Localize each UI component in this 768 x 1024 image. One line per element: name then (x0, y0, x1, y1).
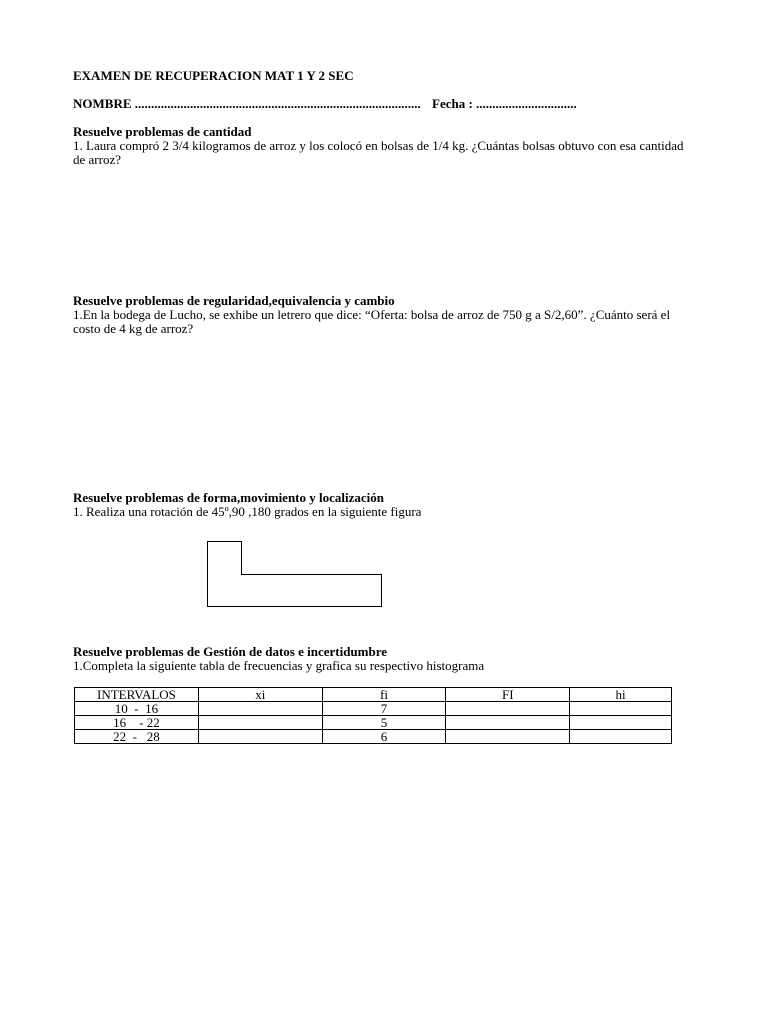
table-row (75, 730, 672, 744)
section-heading: Resuelve problemas de forma,movimiento y localización (73, 490, 384, 505)
nombre-field: NOMBRE ........................................................................................ (73, 96, 421, 111)
section-heading: Resuelve problemas de Gestión de datos e incertidumbre (73, 644, 388, 659)
section-cantidad (73, 125, 698, 167)
section-question: 1. Realiza una rotación de 45º,90 ,180 grados en la siguiente figura (73, 504, 422, 519)
section-heading: Resuelve problemas de regularidad,equivalencia y cambio (73, 293, 395, 308)
cell-fi: 7 (322, 702, 446, 716)
section-heading: Resuelve problemas de cantidad (73, 124, 252, 139)
header-FI: FI (446, 688, 570, 702)
cell-xi[interactable] (198, 730, 322, 744)
frequency-table (74, 687, 672, 744)
l-shape-svg (207, 541, 383, 608)
header-xi: xi (198, 688, 322, 702)
cell-hi[interactable] (570, 716, 672, 730)
cell-fi: 6 (322, 730, 446, 744)
l-shape-outline (208, 542, 382, 607)
cell-FI[interactable] (446, 716, 570, 730)
name-date-line (73, 97, 698, 111)
header-intervalos: INTERVALOS (75, 688, 199, 702)
cell-FI[interactable] (446, 730, 570, 744)
cell-xi[interactable] (198, 716, 322, 730)
section-question: 1. Laura compró 2 3/4 kilogramos de arroz y los colocó en bolsas de 1/4 kg. ¿Cuántas bolsas obtuvo con esa cantidad de arroz? (73, 138, 684, 167)
table-header-row (75, 688, 672, 702)
fecha-field: Fecha : ............................... (432, 96, 577, 111)
cell-intervalo: 16 - 22 (75, 716, 199, 730)
section-question: 1.Completa la siguiente tabla de frecuencias y grafica su respectivo histograma (73, 658, 485, 673)
cell-FI[interactable] (446, 702, 570, 716)
exam-title: EXAMEN DE RECUPERACION MAT 1 Y 2 SEC (73, 68, 354, 83)
section-gestion-datos (73, 645, 698, 673)
header-fi: fi (322, 688, 446, 702)
section-regularidad (73, 294, 698, 336)
header-hi: hi (570, 688, 672, 702)
table-row (75, 702, 672, 716)
section-forma (73, 491, 698, 519)
cell-hi[interactable] (570, 702, 672, 716)
cell-hi[interactable] (570, 730, 672, 744)
cell-intervalo: 10 - 16 (75, 702, 199, 716)
cell-intervalo: 22 - 28 (75, 730, 199, 744)
l-shape-figure (207, 541, 383, 608)
section-question: 1.En la bodega de Lucho, se exhibe un letrero que dice: “Oferta: bolsa de arroz de 750 g a S/2,60”. ¿Cuánto será el costo de 4 kg de arroz? (73, 307, 671, 336)
table-row (75, 716, 672, 730)
cell-fi: 5 (322, 716, 446, 730)
cell-xi[interactable] (198, 702, 322, 716)
